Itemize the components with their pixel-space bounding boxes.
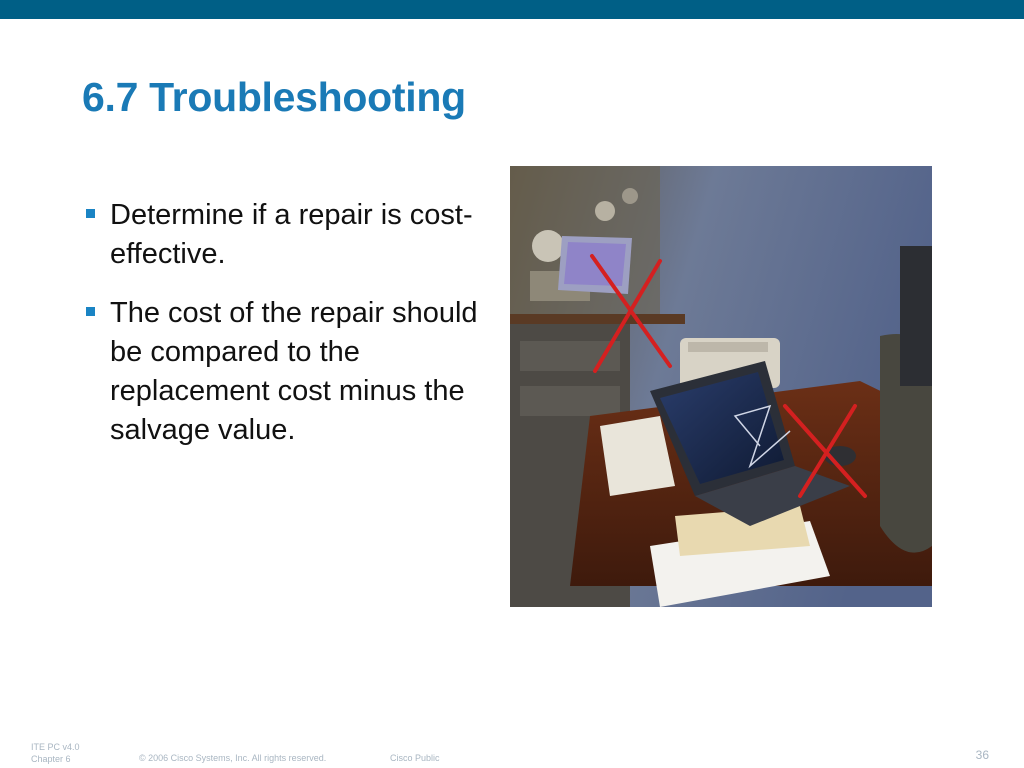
square-bullet-icon xyxy=(86,209,95,218)
footer-chapter: Chapter 6 xyxy=(31,754,71,764)
bullet-text: The cost of the repair should be compared to the replacement cost minus the salvage value. xyxy=(110,297,478,446)
footer-classification: Cisco Public xyxy=(390,753,440,763)
footer-copyright: © 2006 Cisco Systems, Inc. All rights reserved. xyxy=(139,753,327,763)
page-number: 36 xyxy=(975,748,989,762)
bullet-item xyxy=(84,294,494,450)
bullet-item xyxy=(84,196,494,274)
slide-title: 6.7 Troubleshooting xyxy=(82,74,466,120)
bullet-list xyxy=(84,196,494,470)
footer-course: ITE PC v4.0 xyxy=(31,742,80,752)
square-bullet-icon xyxy=(86,307,95,316)
bullet-text: Determine if a repair is cost-effective. xyxy=(110,199,473,270)
footer-course-info xyxy=(31,741,80,765)
top-bar xyxy=(0,0,1024,19)
broken-laptop-photo xyxy=(510,166,932,607)
